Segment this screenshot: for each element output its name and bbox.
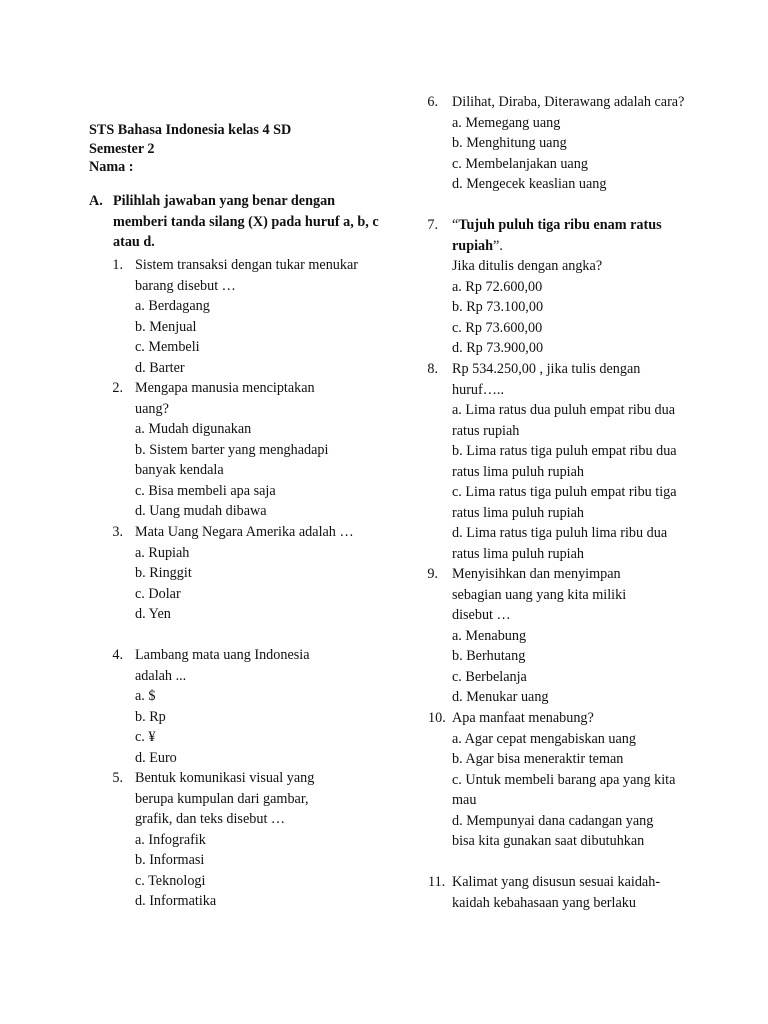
option-c: c. Membelanjakan uang xyxy=(452,155,588,172)
option-b: b. Sistem barter yang menghadapi banyak kendala xyxy=(135,441,329,478)
option-b: b. Agar bisa meneraktir teman xyxy=(452,751,624,767)
option-c: c. Untuk membeli barang apa yang kita mau xyxy=(452,771,676,808)
question-8 xyxy=(428,359,688,564)
question-7 xyxy=(428,215,688,359)
question-stem: Bentuk komunikasi visual yang berupa kumpulan dari gambar, grafik, dan teks disebut … xyxy=(135,770,315,827)
option-b: b. Lima ratus tiga puluh empat ribu dua ratus lima puluh rupiah xyxy=(452,443,677,480)
question-stem: Menyisihkan dan menyimpan sebagian uang yang kita miliki disebut … xyxy=(452,566,627,623)
quote-close: ”. xyxy=(493,237,503,254)
option-c: c. Bisa membeli apa saja xyxy=(135,482,276,499)
option-c: c. Rp 73.600,00 xyxy=(452,319,543,336)
question-2 xyxy=(113,378,373,522)
section-letter: A. xyxy=(89,193,103,209)
question-stem: Apa manfaat menabung? xyxy=(452,710,594,726)
option-c: c. Lima ratus tiga puluh empat ribu tiga ratus lima puluh rupiah xyxy=(452,484,677,521)
option-d: d. Lima ratus tiga puluh lima ribu dua ratus lima puluh rupiah xyxy=(452,525,668,562)
question-stem: Lambang mata uang Indonesia adalah ... xyxy=(135,647,310,684)
question-4 xyxy=(113,645,373,768)
option-a: a. Rp 72.600,00 xyxy=(452,278,543,295)
section-instruction-text: Pilihlah jawaban yang benar dengan memberi tanda silang (X) pada huruf a, b, c atau d. xyxy=(113,193,379,250)
question-number: 5. xyxy=(112,770,123,786)
question-number: 7. xyxy=(427,217,438,233)
question-number: 6. xyxy=(427,94,438,110)
name-label: Nama : xyxy=(89,159,134,175)
question-number: 1. xyxy=(112,257,123,273)
question-stem: Dilihat, Diraba, Diterawang adalah cara? xyxy=(452,94,685,110)
option-d: d. Euro xyxy=(135,749,177,766)
question-number: 11. xyxy=(428,874,446,890)
option-b: b. Menghitung uang xyxy=(452,135,567,151)
semester-label: Semester 2 xyxy=(89,140,155,157)
question-1 xyxy=(113,255,373,378)
option-d: d. Rp 73.900,00 xyxy=(452,340,544,356)
question-9 xyxy=(428,564,688,708)
question-3 xyxy=(113,522,373,625)
question-number: 2. xyxy=(112,380,123,396)
question-stem: Mata Uang Negara Amerika adalah … xyxy=(135,524,354,540)
question-number: 10. xyxy=(428,710,446,726)
option-a: a. Agar cepat mengabiskan uang xyxy=(452,730,636,747)
option-c: c. Berbelanja xyxy=(452,668,527,685)
question-number: 9. xyxy=(427,566,438,582)
option-d: d. Menukar uang xyxy=(452,689,549,705)
stem-bold-amount: Tujuh puluh tiga ribu enam ratus rupiah xyxy=(452,217,662,254)
option-a: a. Berdagang xyxy=(135,298,210,314)
option-c: c. Dolar xyxy=(135,585,181,602)
option-d: d. Mengecek keaslian uang xyxy=(452,176,607,192)
document-title: STS Bahasa Indonesia kelas 4 SD xyxy=(89,122,292,138)
question-stem xyxy=(452,215,682,256)
question-6 xyxy=(428,92,688,195)
option-b: b. Menjual xyxy=(135,318,197,335)
option-d: d. Yen xyxy=(135,606,171,622)
option-a: a. Mudah digunakan xyxy=(135,421,252,437)
question-stem: Rp 534.250,00 , jika tulis dengan huruf….. xyxy=(452,361,641,398)
option-b: b. Berhutang xyxy=(452,648,526,664)
option-b: b. Informasi xyxy=(135,852,205,868)
question-stem: Sistem transaksi dengan tukar menukar barang disebut … xyxy=(135,257,359,294)
option-a: a. Lima ratus dua puluh empat ribu dua ratus rupiah xyxy=(452,402,675,439)
option-a: a. $ xyxy=(135,688,156,704)
option-a: a. Rupiah xyxy=(135,544,190,561)
option-d: d. Mempunyai dana cadangan yang bisa kita gunakan saat dibutuhkan xyxy=(452,812,654,849)
option-d: d. Uang mudah dibawa xyxy=(135,503,267,519)
option-b: b. Rp xyxy=(135,708,166,725)
quote-open: “ xyxy=(452,217,459,233)
option-a: a. Memegang uang xyxy=(452,114,561,131)
option-d: d. Barter xyxy=(135,359,185,376)
question-10 xyxy=(428,708,688,852)
option-d: d. Informatika xyxy=(135,893,217,909)
question-stem-2: Jika ditulis dengan angka? xyxy=(452,258,603,274)
section-instruction xyxy=(89,191,379,253)
question-5 xyxy=(113,768,373,912)
question-stem: Mengapa manusia menciptakan uang? xyxy=(135,380,315,417)
option-c: c. Teknologi xyxy=(135,872,206,889)
option-c: c. ¥ xyxy=(135,729,156,745)
question-number: 3. xyxy=(112,524,123,540)
option-c: c. Membeli xyxy=(135,339,200,355)
option-a: a. Menabung xyxy=(452,627,527,644)
question-number: 8. xyxy=(427,361,438,377)
option-b: b. Ringgit xyxy=(135,565,192,581)
question-11 xyxy=(428,872,688,913)
document-header xyxy=(89,121,291,177)
option-b: b. Rp 73.100,00 xyxy=(452,299,544,315)
option-a: a. Infografik xyxy=(135,831,206,848)
question-stem: Kalimat yang disusun sesuai kaidah-kaidah kebahasaan yang berlaku xyxy=(452,874,661,911)
question-number: 4. xyxy=(112,647,123,663)
